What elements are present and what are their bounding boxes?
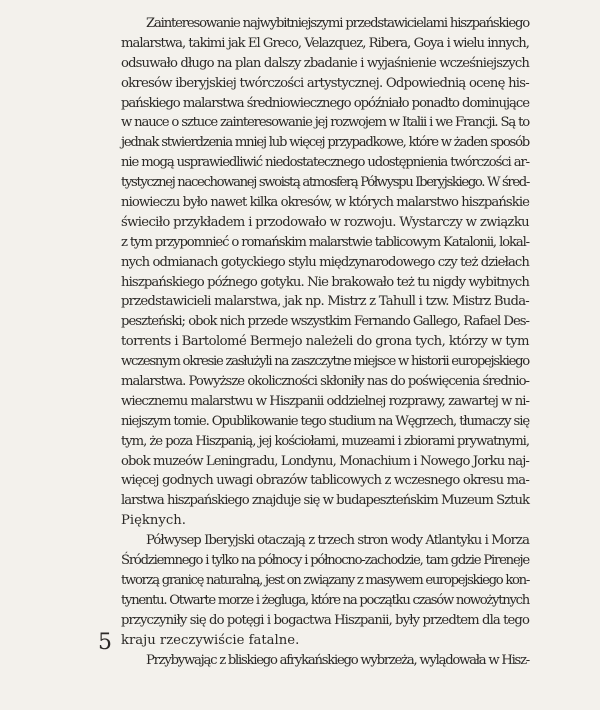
text-line: niowieczu było nawet kilka okresów, w których malarstwo hiszpańskie	[121, 195, 529, 211]
text-line: wiecznemu malarstwu w Hiszpanii oddzielnej rozprawy, zawartej w ni-	[121, 393, 529, 409]
text-line: jednak stwierdzenia mniej lub więcej przypadkowe, które w żaden sposób	[121, 135, 529, 151]
text-line: świeciło przykładem i przodowało w rozwoju. Wystarczy w związku	[121, 214, 529, 230]
page-number: 5	[98, 630, 112, 655]
text-line: Pięknych.	[121, 513, 186, 529]
text-line: przyczyniły się do potęgi i bogactwa Hiszpanii, były przedtem dla tego	[121, 612, 529, 628]
text-line: peszteński; obok nich przede wszystkim Fernando Gallego, Rafael Des-	[121, 314, 529, 330]
text-line: hiszpańskiego późnego gotyku. Nie brakowało też tu nigdy wybitnych	[121, 274, 529, 290]
text-line: pańskiego malarstwa średniowiecznego opóźniało ponadto dominujące	[121, 95, 529, 111]
text-line: niejszym tomie. Opublikowanie tego studium na Węgrzech, tłumaczy się	[121, 413, 529, 429]
text-line: wczesnym okresie zasłużyli na zaszczytne miejsce w historii europejskiego	[121, 354, 529, 370]
text-line: w nauce o sztuce zainteresowanie jej rozwojem w Italii i we Francji. Są to	[121, 115, 529, 131]
text-line: odsuwało długo na plan dalszy zbadanie i wyjaśnienie wcześniejszych	[121, 55, 530, 71]
text-line: malarstwa. Powyższe okoliczności skłoniły nas do poświęcenia średnio-	[121, 374, 529, 390]
text-line: tystycznej nacechowanej swoistą atmosferą Półwyspu Iberyjskiego. W śred-	[121, 175, 529, 191]
text-line: malarstwa, takimi jak El Greco, Velazquez, Ribera, Goya i wielu innych,	[121, 35, 529, 51]
text-line: nie mogą usprawiedliwić niedostatecznego udostępnienia twórczości ar-	[121, 155, 529, 171]
text-line: Zainteresowanie najwybitniejszymi przedstawicielami hiszpańskiego	[146, 16, 529, 31]
paragraph-1	[121, 14, 529, 531]
text-line: tym, że poza Hiszpanią, jej kościołami, muzeami i zbiorami prywatnymi,	[121, 433, 529, 449]
text-line: okresów iberyjskiej twórczości artystycznej. Odpowiednią ocenę his-	[121, 75, 529, 91]
text-line: Półwysep Iberyjski otaczają z trzech stron wody Atlantyku i Morza	[146, 533, 529, 549]
text-line: przedstawicieli malarstwa, jak np. Mistrz z Tahull i tzw. Mistrz Buda-	[121, 294, 529, 310]
text-line: tynentu. Otwarte morze i żegluga, które na początku czasów nowożytnych	[121, 592, 529, 608]
text-line: z tym przypomnieć o romańskim malarstwie tablicowym Katalonii, lokal-	[121, 234, 529, 250]
text-line: kraju rzeczywiście fatalne.	[121, 632, 300, 648]
text-line: więcej godnych uwagi obrazów tablicowych z wczesnego okresu ma-	[121, 473, 529, 489]
text-line: nych odmianach gotyckiego stylu międzynarodowego czy też dziełach	[121, 254, 529, 270]
text-line: Przybywając z bliskiego afrykańskiego wybrzeża, wylądowała w Hisz-	[146, 652, 529, 668]
text-line: larstwa hiszpańskiego znajduje się w budapeszteńskim Muzeum Sztuk	[121, 493, 529, 509]
text-line: torrents i Bartolomé Bermejo należeli do grona tych, którzy w tym	[121, 334, 529, 350]
text-line: Śródziemnego i tylko na północy i północno-zachodzie, tam gdzie Pireneje	[121, 553, 529, 569]
paragraph-2	[121, 531, 529, 650]
body-text	[121, 14, 529, 670]
text-line: tworzą granicę naturalną, jest on związany z masywem europejskiego kon-	[121, 572, 530, 588]
text-line: obok muzeów Leningradu, Londynu, Monachium i Nowego Jorku naj-	[121, 453, 529, 469]
paragraph-3	[121, 651, 529, 671]
